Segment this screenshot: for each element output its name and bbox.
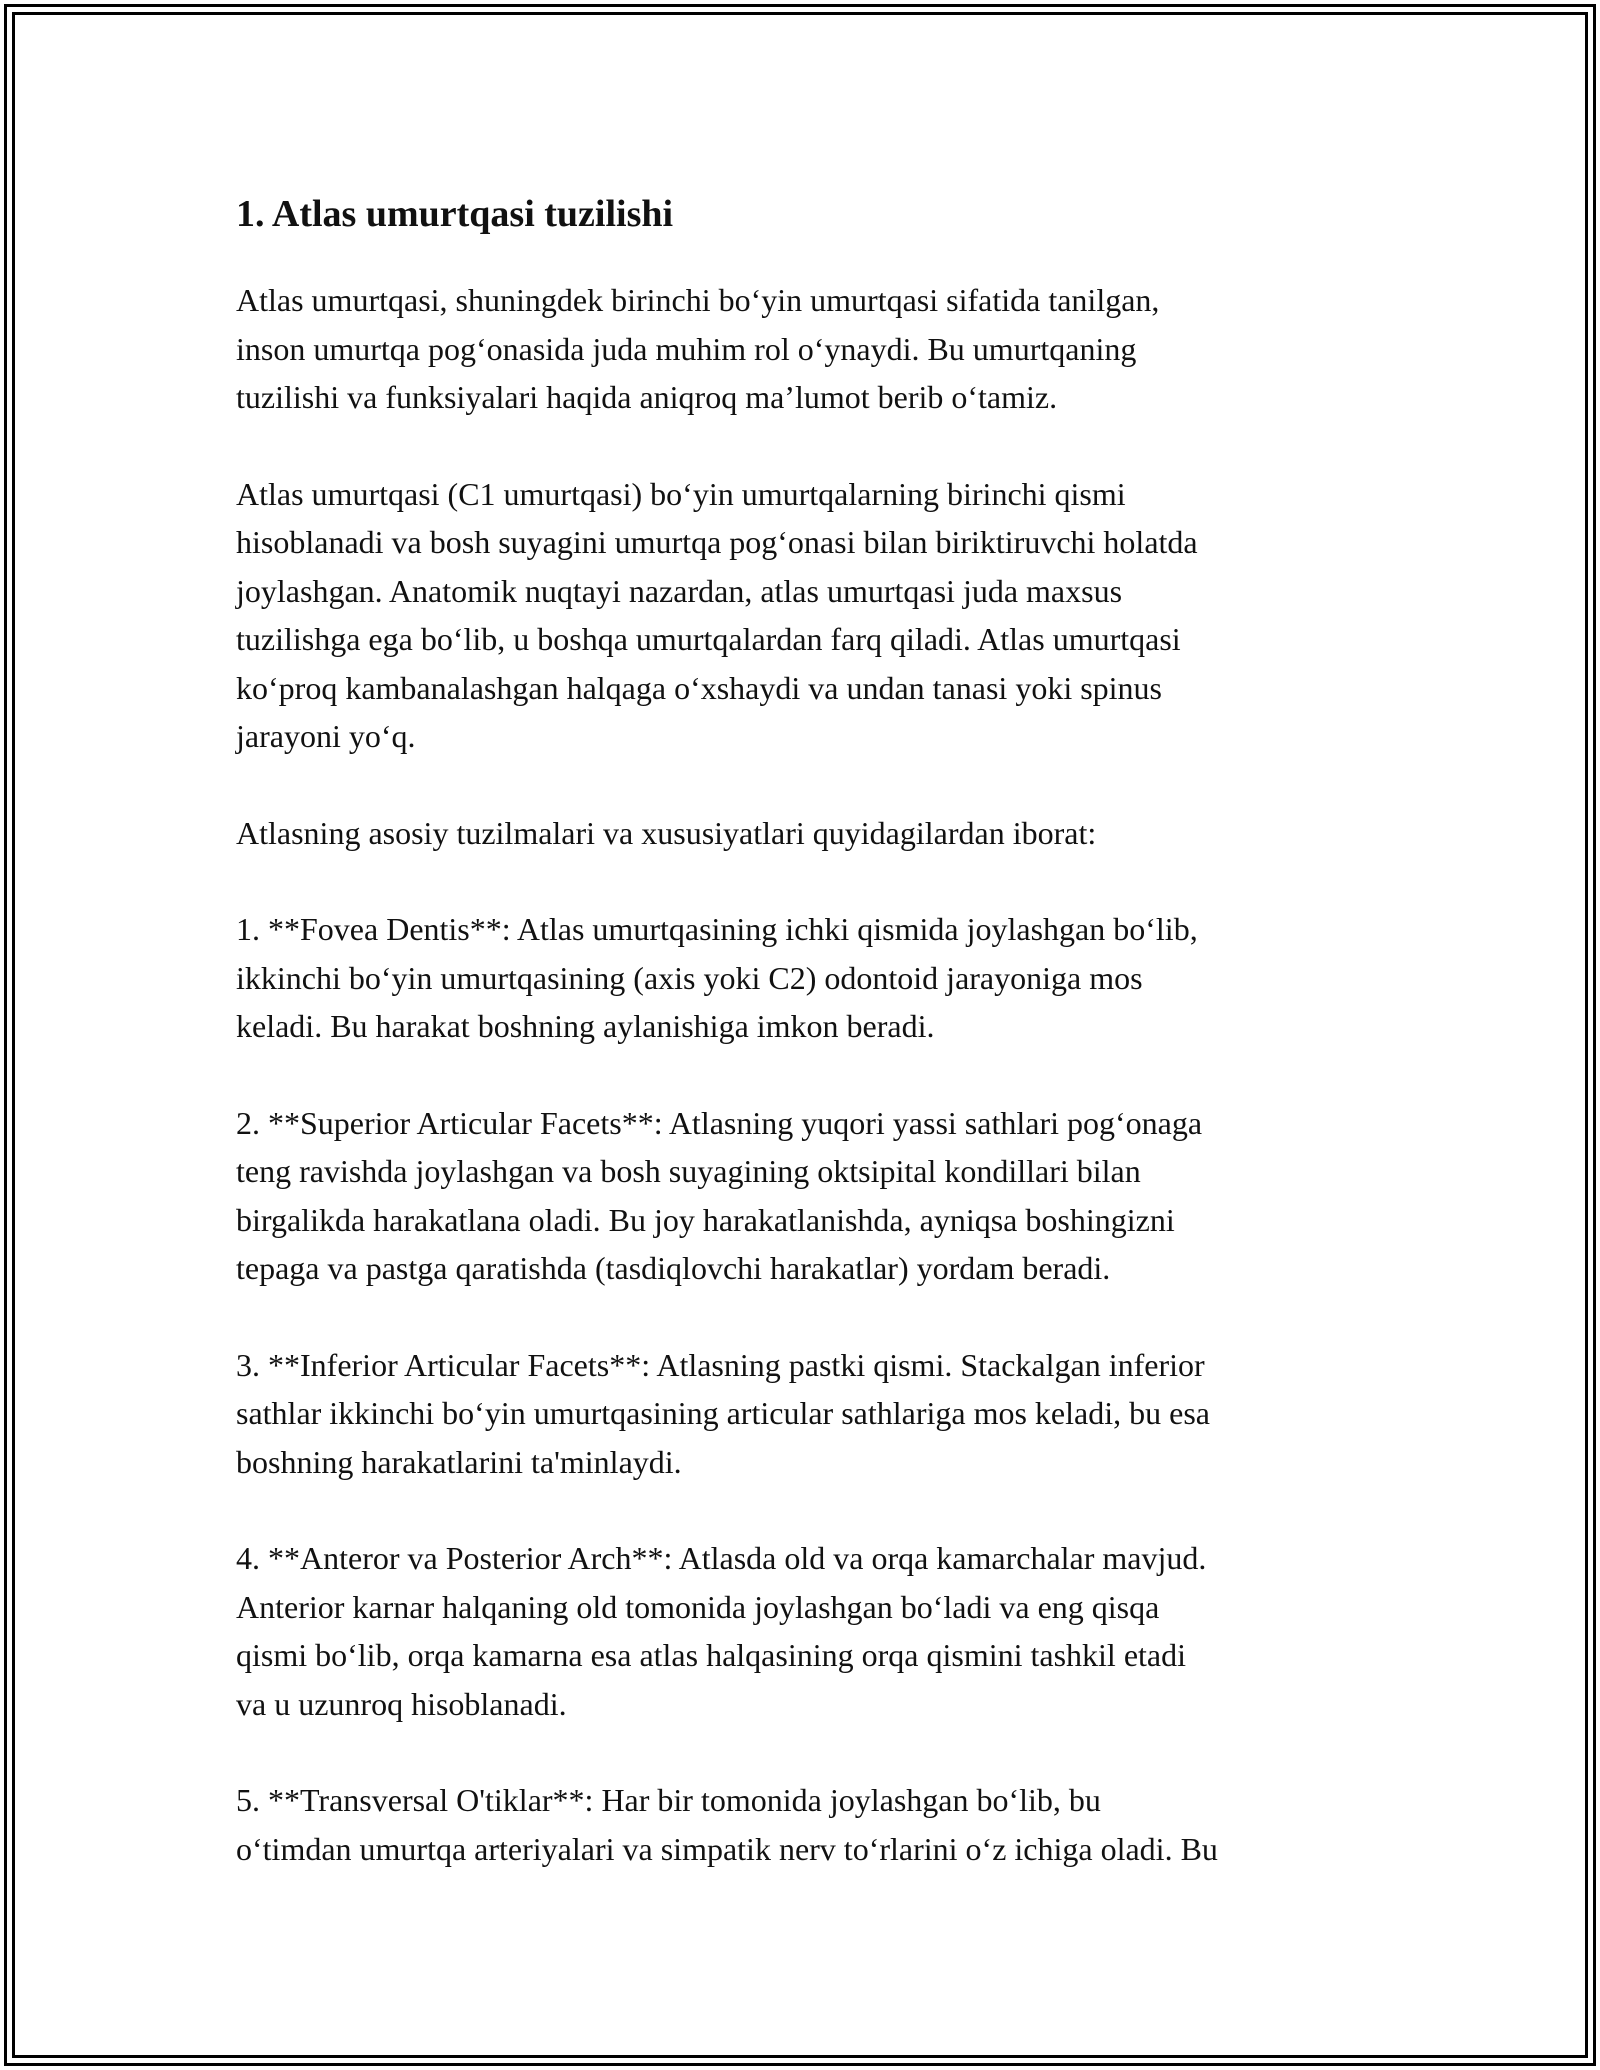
list-item-transversal: 5. **Transversal O'tiklar**: Har bir tomonida joylashgan bo‘lib, bu o‘timdan umurtqa arteriyalari va simpatik nerv to‘rlarini o‘z ichiga oladi. Bu <box>236 1782 1218 1867</box>
document-body <box>236 186 1366 1921</box>
list-item-arches: 4. **Anteror va Posterior Arch**: Atlasda old va orqa kamarchalar mavjud. Anterior karnar halqaning old tomonida joylashgan bo‘ladi va eng qisqa qismi bo‘lib, orqa kamarna esa atlas halqasining orqa qismini tashkil etadi va u uzunroq hisoblanadi. <box>236 1540 1207 1722</box>
list-item-superior-facets: 2. **Superior Articular Facets**: Atlasning yuqori yassi sathlari pog‘onaga teng ravishda joylashgan va bosh suyagining oktsipital kondillari bilan birgalikda harakatlana oladi. Bu joy harakatlanishda, ayniqsa boshingizni tepaga va pastga qaratishda (tasdiqlovchi harakatlar) yordam beradi. <box>236 1104 1203 1286</box>
list-item-inferior-facets: 3. **Inferior Articular Facets**: Atlasning pastki qismi. Stackalgan inferior sathlar ikkinchi bo‘yin umurtqasining articular sathlariga mos keladi, bu esa boshning harakatlarini ta'minlaydi. <box>236 1346 1210 1480</box>
list-item-fovea-dentis: 1. **Fovea Dentis**: Atlas umurtqasining ichki qismida joylashgan bo‘lib, ikkinchi bo‘yin umurtqasining (axis yoki C2) odontoid jarayoniga mos keladi. Bu harakat boshning aylanishiga imkon beradi. <box>236 911 1198 1044</box>
paragraph-structures-lead: Atlasning asosiy tuzilmalari va xususiyatlari quyidagilardan iborat: <box>236 814 1097 851</box>
document-title: 1. Atlas umurtqasi tuzilishi <box>236 193 674 235</box>
paragraph-c1-description: Atlas umurtqasi (C1 umurtqasi) bo‘yin umurtqalarning birinchi qismi hisoblanadi va bosh suyagini umurtqa pog‘onasi bilan biriktiruvchi holatda joylashgan. Anatomik nuqtayi nazardan, atlas umurtqasi juda maxsus tuzilishga ega bo‘lib, u boshqa umurtqalardan farq qiladi. Atlas umurtqasi ko‘proq kambanalashgan halqaga o‘xshaydi va undan tanasi yoki spinus jarayoni yo‘q. <box>236 475 1198 754</box>
paragraph-intro: Atlas umurtqasi, shuningdek birinchi bo‘yin umurtqasi sifatida tanilgan, inson umurtqa pog‘onasida juda muhim rol o‘ynaydi. Bu umurtqaning tuzilishi va funksiyalari haqida aniqroq ma’lumot berib o‘tamiz. <box>236 282 1160 415</box>
